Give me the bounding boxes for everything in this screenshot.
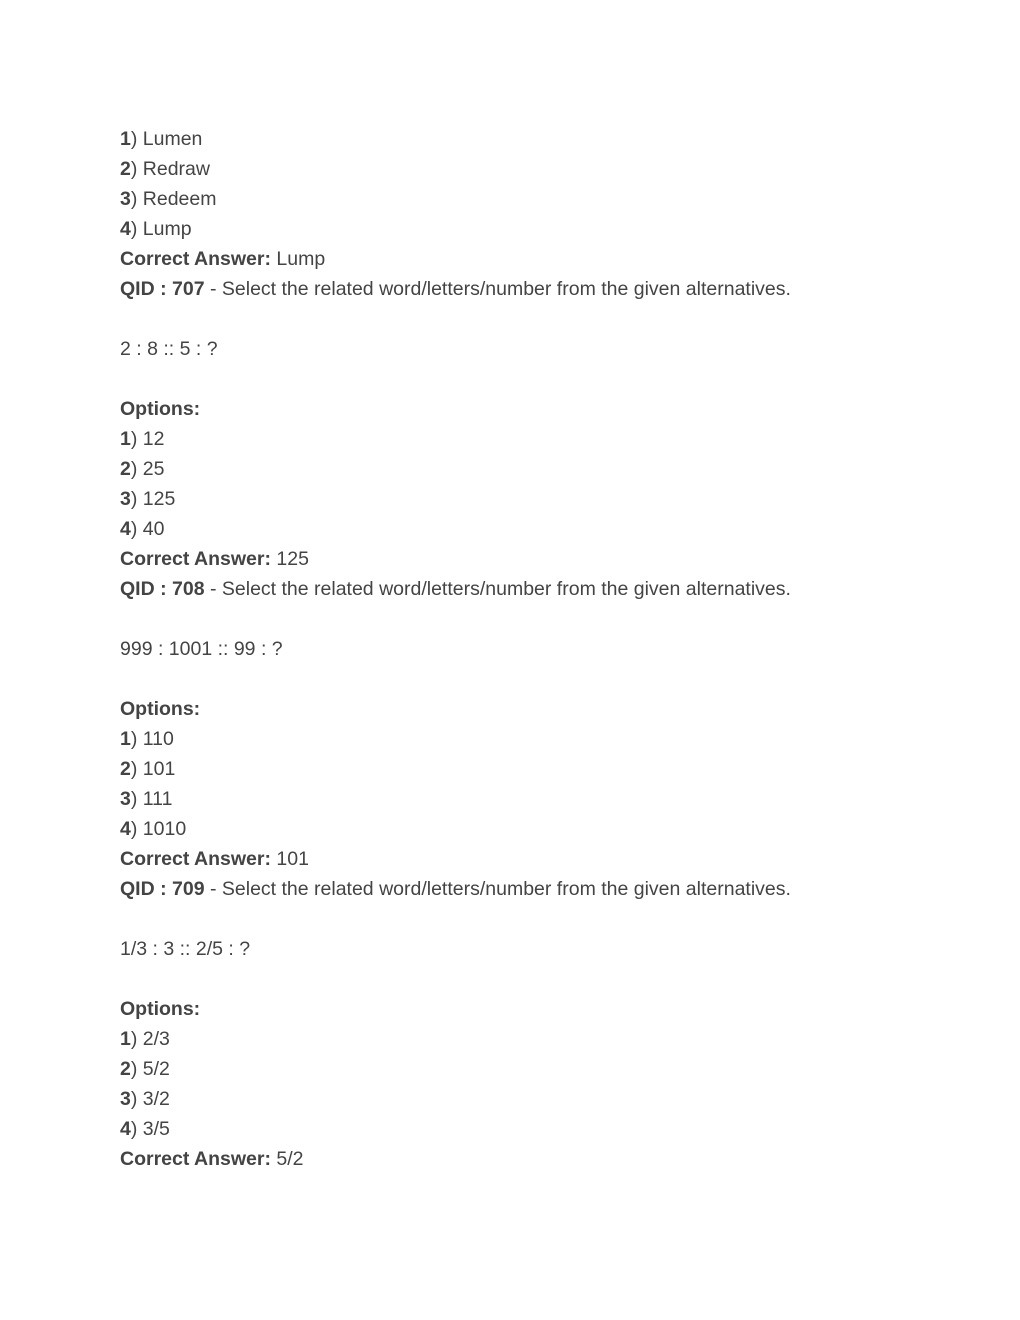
qid-label bbox=[120, 578, 205, 600]
question-header bbox=[120, 874, 940, 904]
option-list bbox=[120, 1024, 940, 1144]
question-expression: 1/3 : 3 :: 2/5 : ? bbox=[120, 938, 251, 960]
option-number: 3 bbox=[120, 788, 131, 810]
option-item: 1) 12 bbox=[120, 428, 165, 450]
option-number: 4 bbox=[120, 818, 131, 840]
option-list bbox=[120, 124, 940, 244]
options-label: Options: bbox=[120, 998, 201, 1020]
qid-label bbox=[120, 878, 205, 900]
options-heading bbox=[120, 394, 940, 424]
option-text: 125 bbox=[142, 488, 176, 510]
option-text: 101 bbox=[142, 758, 176, 780]
correct-answer-label: Correct Answer: bbox=[120, 248, 271, 270]
qid-number: 708 bbox=[172, 578, 205, 600]
option-text: 3/2 bbox=[142, 1088, 170, 1110]
option-text: Redeem bbox=[142, 188, 217, 210]
question-prompt: Select the related word/letters/number from the given alternatives. bbox=[221, 878, 791, 900]
options-heading bbox=[120, 994, 940, 1024]
option-text: 111 bbox=[142, 788, 173, 810]
document-page bbox=[120, 124, 940, 1174]
option-number: 2 bbox=[120, 158, 131, 180]
options-label: Options: bbox=[120, 698, 201, 720]
option-item: 4) Lump bbox=[120, 218, 192, 240]
option-item: 1) Lumen bbox=[120, 128, 203, 150]
option-text: 5/2 bbox=[142, 1058, 170, 1080]
option-item: 2) 5/2 bbox=[120, 1058, 170, 1080]
option-text: Lumen bbox=[142, 128, 203, 150]
question-prompt: Select the related word/letters/number from the given alternatives. bbox=[221, 578, 791, 600]
option-number: 4 bbox=[120, 518, 131, 540]
option-item: 3) 125 bbox=[120, 488, 176, 510]
qid-separator: - bbox=[204, 278, 222, 300]
option-number: 1 bbox=[120, 428, 131, 450]
option-number: 1 bbox=[120, 128, 131, 150]
option-text: 12 bbox=[142, 428, 165, 450]
option-item: 2) Redraw bbox=[120, 158, 210, 180]
option-number: 2 bbox=[120, 458, 131, 480]
correct-answer bbox=[120, 1144, 940, 1174]
correct-answer-value: 101 bbox=[276, 848, 309, 870]
option-number: 2 bbox=[120, 758, 131, 780]
question-block bbox=[120, 574, 940, 874]
option-text: Lump bbox=[142, 218, 192, 240]
option-text: 2/3 bbox=[142, 1028, 170, 1050]
options-heading bbox=[120, 694, 940, 724]
qid-label bbox=[120, 278, 205, 300]
option-text: 40 bbox=[142, 518, 165, 540]
question-prompt: Select the related word/letters/number from the given alternatives. bbox=[221, 278, 791, 300]
correct-answer-label: Correct Answer: bbox=[120, 848, 271, 870]
options-label: Options: bbox=[120, 398, 201, 420]
option-item: 4) 40 bbox=[120, 518, 165, 540]
qid-separator: - bbox=[204, 878, 222, 900]
option-number: 3 bbox=[120, 188, 131, 210]
question-block bbox=[120, 274, 940, 574]
option-item: 4) 1010 bbox=[120, 818, 187, 840]
option-number: 1 bbox=[120, 1028, 131, 1050]
option-item: 4) 3/5 bbox=[120, 1118, 170, 1140]
option-item: 2) 101 bbox=[120, 758, 176, 780]
option-number: 4 bbox=[120, 1118, 131, 1140]
correct-answer-value: 5/2 bbox=[276, 1148, 304, 1170]
option-item: 3) 3/2 bbox=[120, 1088, 170, 1110]
option-number: 3 bbox=[120, 488, 131, 510]
option-number: 1 bbox=[120, 728, 131, 750]
correct-answer-label: Correct Answer: bbox=[120, 548, 271, 570]
qid-number: 709 bbox=[172, 878, 205, 900]
option-text: 110 bbox=[142, 728, 174, 750]
option-item: 3) Redeem bbox=[120, 188, 217, 210]
option-list bbox=[120, 424, 940, 544]
correct-answer-label: Correct Answer: bbox=[120, 1148, 271, 1170]
option-list bbox=[120, 724, 940, 844]
correct-answer bbox=[120, 844, 940, 874]
option-item: 3) 111 bbox=[120, 788, 173, 810]
option-text: 25 bbox=[142, 458, 165, 480]
option-item: 1) 110 bbox=[120, 728, 174, 750]
qid-separator: - bbox=[204, 578, 222, 600]
option-number: 4 bbox=[120, 218, 131, 240]
option-item: 1) 2/3 bbox=[120, 1028, 170, 1050]
option-number: 2 bbox=[120, 1058, 131, 1080]
option-number: 3 bbox=[120, 1088, 131, 1110]
question-block bbox=[120, 874, 940, 1174]
correct-answer bbox=[120, 544, 940, 574]
option-text: Redraw bbox=[142, 158, 210, 180]
qid-prefix: QID : bbox=[120, 878, 172, 900]
qid-number: 707 bbox=[172, 278, 205, 300]
option-text: 3/5 bbox=[142, 1118, 170, 1140]
correct-answer-value: 125 bbox=[276, 548, 309, 570]
correct-answer bbox=[120, 244, 940, 274]
question-header bbox=[120, 274, 940, 304]
option-item: 2) 25 bbox=[120, 458, 165, 480]
correct-answer-value: Lump bbox=[276, 248, 326, 270]
qid-prefix: QID : bbox=[120, 278, 172, 300]
qid-prefix: QID : bbox=[120, 578, 172, 600]
option-text: 1010 bbox=[142, 818, 187, 840]
question-expression: 999 : 1001 :: 99 : ? bbox=[120, 638, 283, 660]
question-expression: 2 : 8 :: 5 : ? bbox=[120, 338, 218, 360]
question-header bbox=[120, 574, 940, 604]
